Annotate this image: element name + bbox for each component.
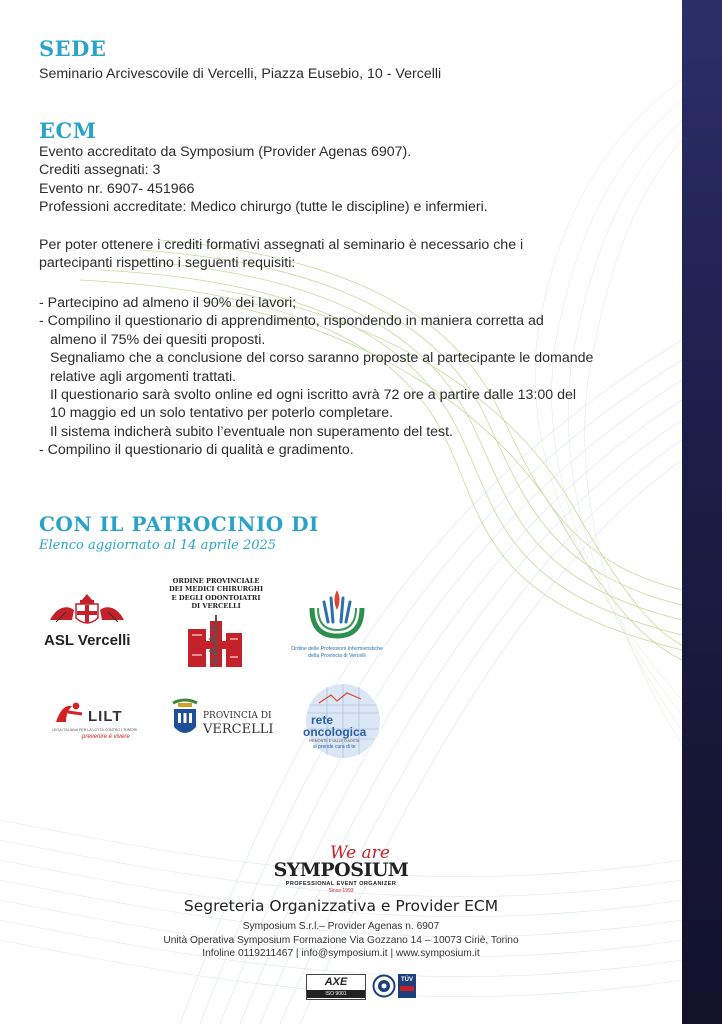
provincia-vercelli-logo	[170, 697, 274, 741]
opi-emblem-icon	[282, 586, 392, 641]
ecm-line: Evento accreditato da Symposium (Provider Agenas 6907).	[39, 144, 412, 160]
rete-logo-text: rete	[311, 713, 334, 727]
footer-title: Segreteria Organizzativa e Provider ECM	[183, 897, 499, 915]
omceo-logo-text: ORDINE PROVINCIALE	[172, 577, 260, 585]
lilt-logo-text: LILT	[88, 708, 123, 725]
lilt-logo	[52, 700, 138, 744]
patrocinio-subtitle: Elenco aggiornato al 14 aprile 2025	[39, 538, 277, 553]
footer-provider: Symposium S.r.l.– Provider Agenas n. 6907	[242, 921, 440, 932]
asl-logo-text: ASL Vercelli	[44, 632, 131, 649]
tuv-badge-text: TÜV	[401, 977, 413, 983]
rete-logo-text-2: oncologica	[303, 725, 367, 739]
provincia-logo-text: PROVINCIA DI	[203, 711, 272, 721]
axe-badge-sub: ISO 9001	[307, 990, 365, 998]
ecm-intro	[39, 236, 523, 273]
provincia-logo-text-name: VERCELLI	[203, 722, 274, 737]
rete-subtext: PIEMONTE E VALLE D'AOSTA	[309, 739, 360, 743]
asl-vercelli-logo	[42, 590, 132, 655]
patrocinio-heading: CON IL PATROCINIO DI	[39, 512, 319, 536]
requirement-line: - Partecipino ad almeno il 90% dei lavori;	[39, 295, 297, 311]
ecm-line: Evento nr. 6907- 451966	[39, 180, 195, 197]
ecm-heading: ECM	[39, 118, 97, 143]
ecm-line: Professioni accreditate: Medico chirurgo (tutte le discipline) e infermieri.	[39, 199, 488, 216]
footer-address: Unità Operativa Symposium Formazione Via Gozzano 14 – 10073 Ciriè, Torino	[163, 935, 519, 946]
asl-emblem-icon	[42, 590, 132, 630]
lilt-slogan: prevenire è vivere	[82, 734, 130, 740]
sede-heading: SEDE	[39, 36, 107, 61]
requirement-line: 10 maggio ed un solo tentativo per poterlo completare.	[50, 405, 394, 422]
we-are-text: We are	[330, 843, 390, 863]
requirement-line: - Compilino il questionario di apprendimento, rispondendo in maniera corretta ad	[39, 313, 544, 330]
ecm-details	[39, 143, 488, 217]
lilt-figure-icon	[52, 700, 86, 726]
provincia-crest-icon	[170, 697, 200, 741]
opi-logo-text: della Provincia di Vercelli	[308, 653, 366, 659]
omceo-logo-text: DI VERCELLI	[191, 602, 241, 611]
rete-slogan: si prende cura di te	[313, 744, 356, 750]
sede-address	[39, 65, 441, 83]
symposium-since: Since 1993	[328, 888, 354, 894]
ecm-intro-line: Per poter ottenere i crediti formativi assegnati al seminario è necessario che i	[39, 237, 524, 253]
omceo-logo-text: DEI MEDICI CHIRURGHI	[168, 585, 264, 594]
requirement-line: Segnaliamo che a conclusione del corso saranno proposte al partecipante le domande	[50, 350, 594, 367]
sede-address-text: Seminario Arcivescovile di Vercelli, Piazza Eusebio, 10 - Vercelli	[39, 66, 442, 82]
opi-logo-text: Ordine delle Professioni Infermieristiche	[291, 646, 383, 652]
axe-certification-badge	[306, 974, 366, 1000]
right-side-bar	[682, 0, 722, 1024]
requirement-line: Il sistema indicherà subito l’eventuale non superamento del test.	[50, 423, 453, 440]
axe-badge-text: AXE	[324, 976, 348, 988]
requirement-line: relative agli argomenti trattati.	[50, 368, 237, 385]
omceo-emblem-icon	[166, 613, 266, 671]
certification-seal-icon	[372, 974, 396, 998]
opi-vercelli-logo	[282, 586, 392, 661]
footer-contacts: Infoline 0119211467 | info@symposium.it | www.symposium.it	[202, 948, 480, 959]
symposium-logo	[0, 843, 682, 895]
ecm-line: Crediti assegnati: 3	[39, 162, 161, 179]
omceo-vercelli-logo	[166, 577, 266, 672]
rete-oncologica-logo	[301, 683, 385, 763]
omceo-logo-text: E DEGLI ODONTOIATRI	[171, 593, 261, 602]
ecm-requirements	[39, 294, 593, 460]
symposium-tagline: PROFESSIONAL EVENT ORGANIZER	[285, 881, 397, 887]
lilt-subtext: LEGA ITALIANA PER LA LOTTA CONTRO I TUMORI	[52, 728, 138, 732]
requirement-line: Il questionario sarà svolto online ed ogni iscritto avrà 72 ore a partire dalle 13:00 del	[50, 387, 577, 404]
symposium-brand: SYMPOSIUM	[273, 859, 409, 881]
ecm-intro-line: partecipanti rispettino i seguenti requisiti:	[39, 255, 296, 272]
requirement-line: almeno il 75% dei quesiti proposti.	[50, 331, 266, 348]
tuv-certification-badge	[398, 974, 416, 998]
requirement-line: - Compilino il questionario di qualità e gradimento.	[39, 442, 354, 459]
